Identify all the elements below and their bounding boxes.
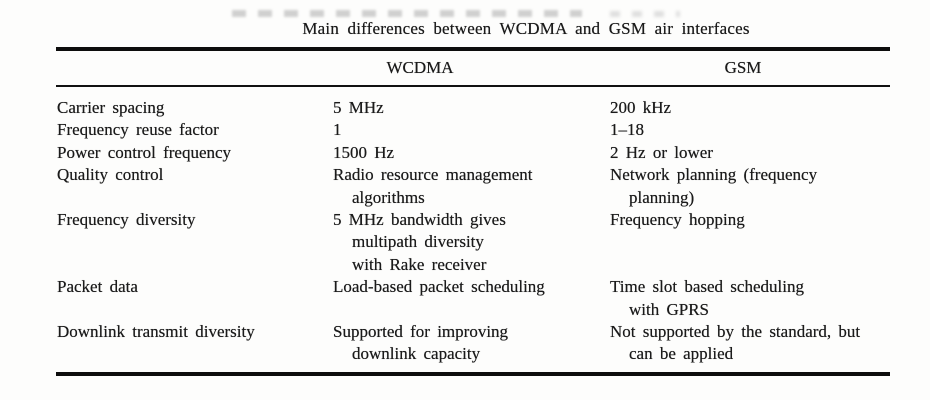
- wcdma-cell: Radio resource management algorithms: [333, 165, 533, 207]
- wcdma-cell: Supported for improving downlink capacity: [333, 322, 509, 364]
- scan-artifact: [232, 10, 582, 17]
- comparison-table: [56, 47, 890, 376]
- row-label: Carrier spacing: [57, 98, 165, 117]
- row-label: Packet data: [57, 277, 138, 297]
- gsm-cell: Time slot based scheduling with GPRS: [610, 277, 804, 319]
- gsm-cell: 2 Hz or lower: [610, 142, 713, 162]
- table-caption: Main differences between WCDMA and GSM air interfaces: [302, 19, 750, 38]
- wcdma-cell: 5 MHz: [333, 98, 384, 117]
- wcdma-cell: Load-based packet scheduling: [333, 277, 545, 297]
- gsm-cell: 1–18: [610, 120, 644, 140]
- wcdma-cell: 1: [333, 120, 342, 140]
- row-label: Frequency reuse factor: [57, 120, 219, 140]
- column-header-wcdma: WCDMA: [386, 58, 454, 77]
- table-header-row: [56, 51, 890, 87]
- row-label: Downlink transmit diversity: [57, 322, 255, 342]
- wcdma-cell: 1500 Hz: [333, 142, 395, 162]
- row-label: Quality control: [57, 165, 164, 185]
- gsm-cell: Frequency hopping: [610, 210, 745, 230]
- column-header-gsm: GSM: [724, 58, 762, 77]
- scan-artifact: [610, 11, 680, 17]
- gsm-cell: Network planning (frequency planning): [610, 165, 818, 207]
- wcdma-cell: 5 MHz bandwidth gives multipath diversity with Rake receiver: [333, 210, 506, 274]
- row-label: Power control frequency: [57, 142, 232, 162]
- gsm-cell: 200 kHz: [610, 98, 672, 117]
- table-body: [56, 87, 890, 372]
- row-label: Frequency diversity: [57, 210, 196, 230]
- gsm-cell: Not supported by the standard, but can be applied: [610, 322, 861, 364]
